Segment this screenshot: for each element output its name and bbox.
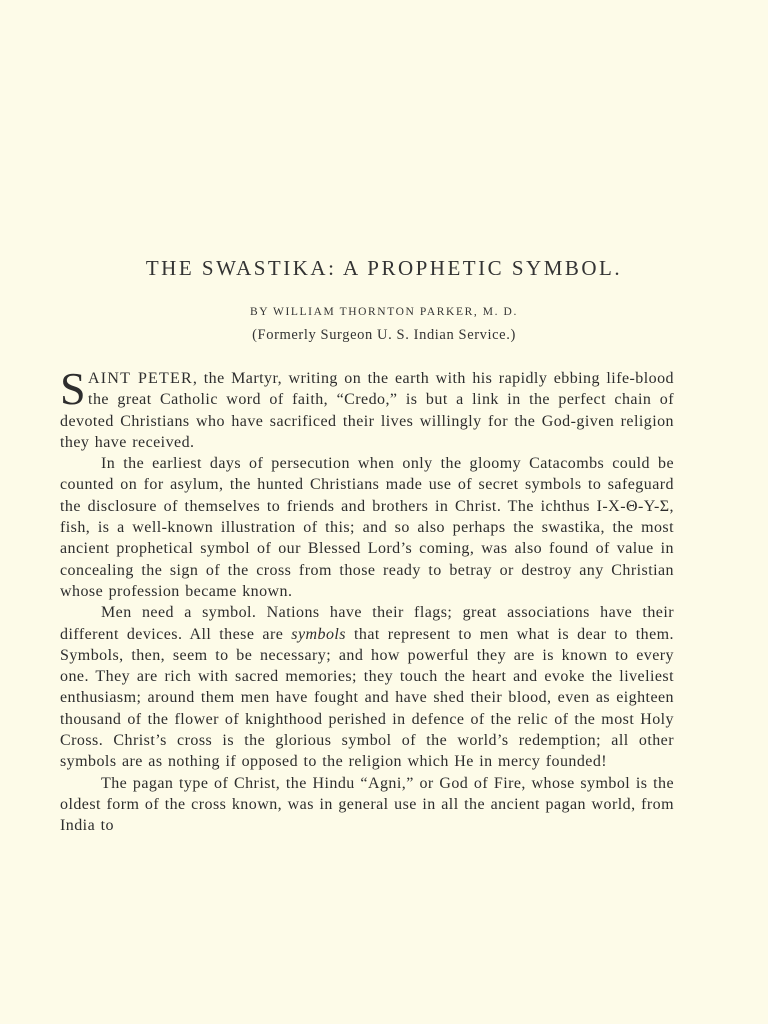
article-body bbox=[60, 363, 674, 837]
paragraph-2 bbox=[60, 453, 674, 602]
article-subtitle: (Formerly Surgeon U. S. Indian Service.) bbox=[252, 327, 516, 343]
paragraph-4 bbox=[60, 773, 674, 837]
article-title: THE SWASTIKA: A PROPHETIC SYMBOL. bbox=[145, 256, 623, 280]
drop-cap: S bbox=[60, 363, 87, 414]
paragraph-3-text-b: that represent to men what is dear to them. Symbols, then, seem to be necessary; and how powerful they are is known to every one. They are rich with sacred memories; they touch the heart and evoke the liveliest enthusiasm; around them men have fought and have shed their blood, even as eighteen thousand of the flower of knighthood perished in defence of the relic of the most Holy Cross. Christ’s cross is the glorious symbol of the world’s redemption; all other symbols are as nothing if opposed to the religion which He in mercy founded! bbox=[60, 625, 674, 771]
article-byline: BY WILLIAM THORNTON PARKER, M. D. bbox=[250, 306, 518, 318]
paragraph-3 bbox=[60, 602, 674, 772]
paragraph-1-text: , the Martyr, writing on the earth with his rapidly ebbing life-blood the great Catholic word of faith, “Credo,” is but a link in the perfect chain of devoted Christians who have sacrificed their lives willingly for the God-given religion they have received. bbox=[60, 370, 674, 451]
paragraph-3-emphasis: symbols bbox=[291, 625, 346, 643]
paragraph-1 bbox=[60, 363, 674, 453]
paragraph-1-smallcaps: AINT PETER bbox=[88, 370, 193, 387]
paragraph-3-text-a: Men need a symbol. Nations have their flags; great associations have their different devices. All these are bbox=[60, 604, 674, 643]
paragraph-4-text: The pagan type of Christ, the Hindu “Agni,” or God of Fire, whose symbol is the oldest form of the cross known, was in general use in all the ancient pagan world, from India to bbox=[60, 774, 674, 835]
paragraph-2-text: In the earliest days of persecution when only the gloomy Catacombs could be counted on for asylum, the hunted Christians made use of secret symbols to safeguard the disclosure of themselves to friends and brothers in Christ. The ichthus Ι-Χ-Θ-Υ-Σ, fish, is a well-known illustration of this; and so also perhaps the swastika, the most ancient prophetical symbol of our Blessed Lord’s coming, was also found of value in concealing the sign of the cross from those ready to betray or destroy any Christian whose profession became known. bbox=[60, 455, 674, 600]
